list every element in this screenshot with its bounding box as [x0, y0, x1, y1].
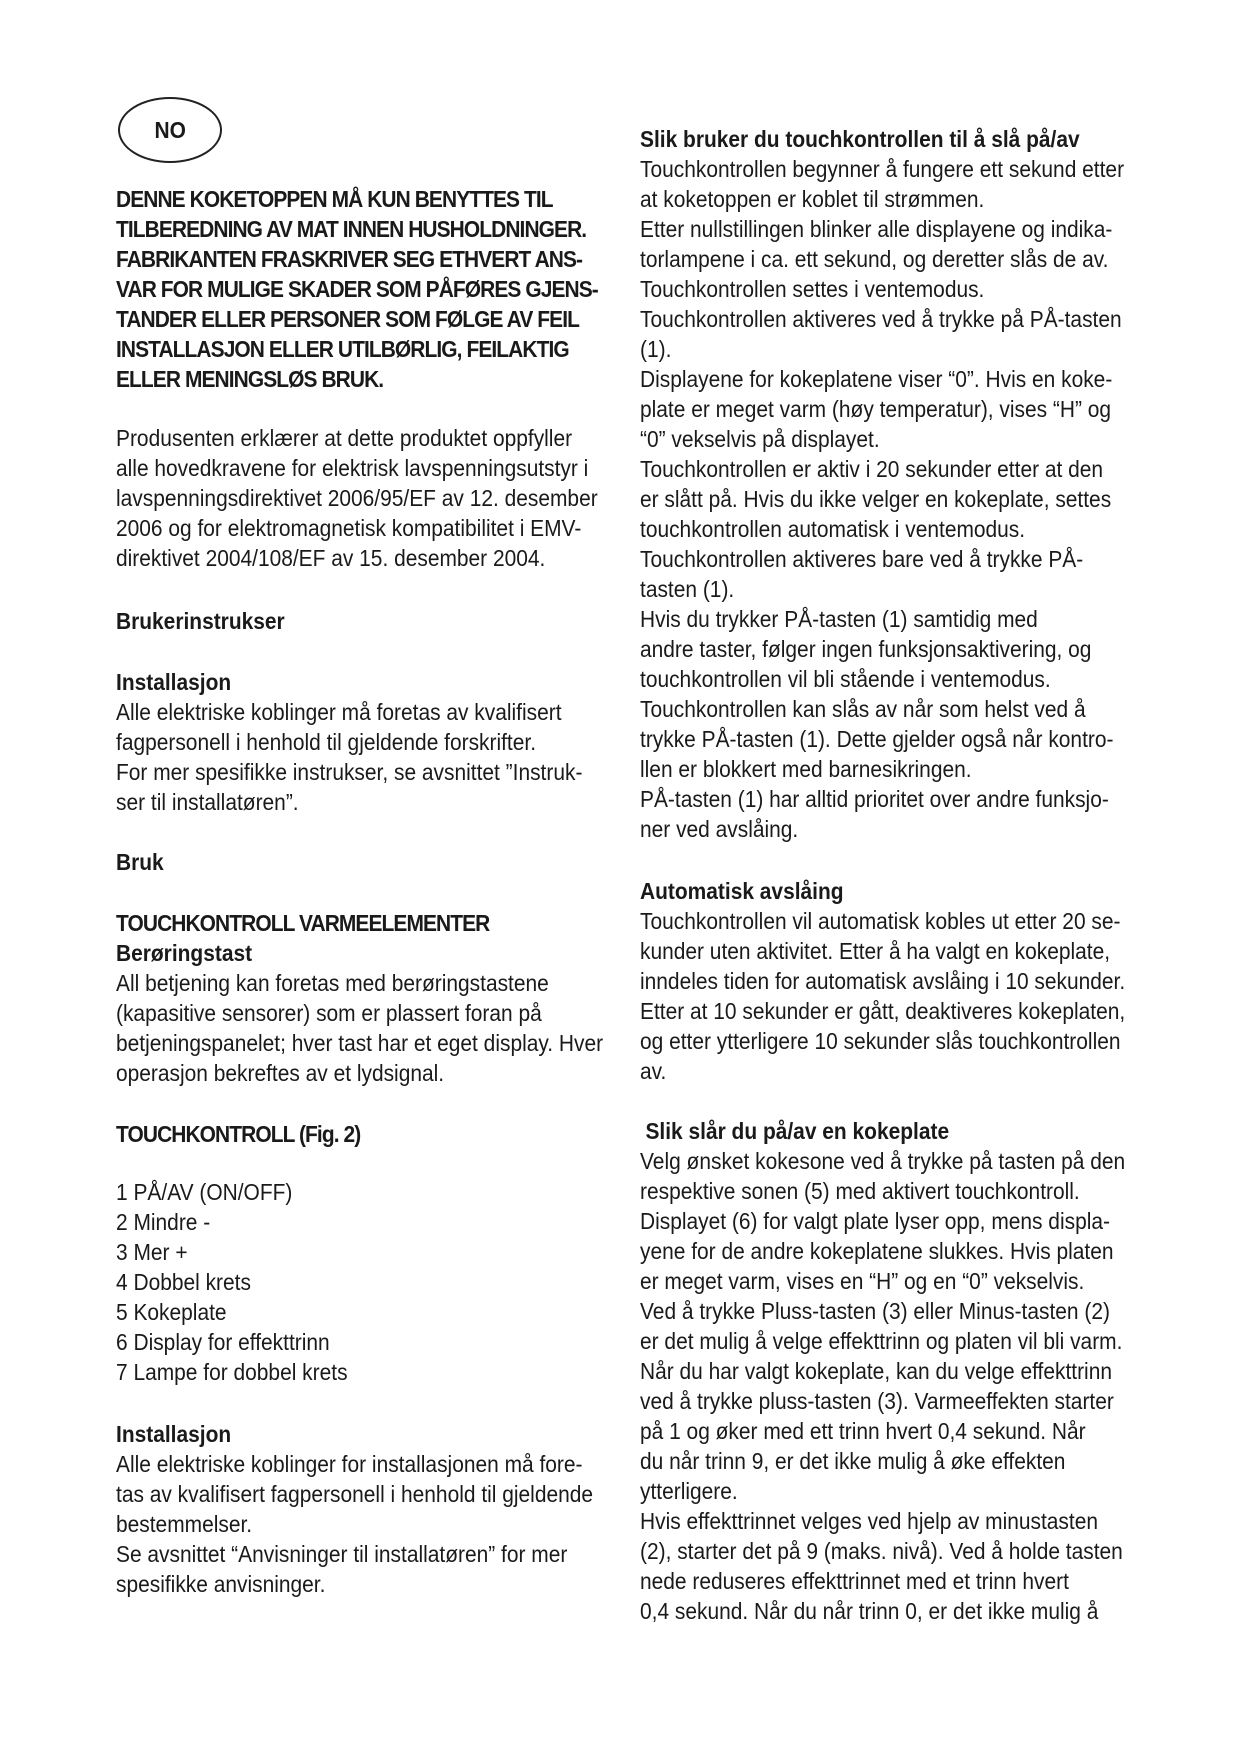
paragraph-line: respektive sonen (5) med aktivert touchkontroll. — [640, 1178, 1080, 1204]
section-heading: Slik bruker du touchkontrollen til å slå på/av — [640, 126, 1080, 152]
paragraph-line: Velg ønsket kokesone ved å trykke på tasten på den — [640, 1148, 1126, 1174]
paragraph-line: “0” vekselvis på displayet. — [640, 426, 880, 452]
section-heading: Slik slår du på/av en kokeplate — [645, 1118, 950, 1144]
right-column — [640, 0, 1131, 1754]
paragraph-line: ner ved avslåing. — [640, 816, 799, 842]
installation-section — [116, 667, 582, 817]
paragraph-line: Hvis du trykker PÅ-tasten (1) samtidig med — [640, 606, 1038, 632]
paragraph-line: Når du har valgt kokeplate, kan du velge effekttrinn — [640, 1358, 1112, 1384]
paragraph-line: touchkontrollen vil bli stående i ventemodus. — [640, 666, 1051, 692]
warning-line: DENNE KOKETOPPEN MÅ KUN BENYTTES TIL — [116, 186, 553, 212]
paragraph-line: llen er blokkert med barnesikringen. — [640, 756, 972, 782]
paragraph-line: inndeles tiden for automatisk avslåing i 10 sekunder. — [640, 968, 1126, 994]
touch-control-list — [116, 1177, 348, 1387]
hob-on-off-section — [640, 1116, 1125, 1626]
paragraph-line: Alle elektriske koblinger for installasjonen må fore- — [116, 1451, 583, 1477]
list-item: 4 Dobbel krets — [116, 1269, 251, 1295]
paragraph-line: og etter ytterligere 10 sekunder slås touchkontrollen — [640, 1028, 1121, 1054]
paragraph-line: Se avsnittet “Anvisninger til installatøren” for mer — [116, 1541, 568, 1567]
section-heading: Bruk — [116, 849, 164, 875]
paragraph-line: kunder uten aktivitet. Etter å ha valgt en kokeplate, — [640, 938, 1111, 964]
paragraph-line: Displayene for kokeplatene viser “0”. Hvis en koke- — [640, 366, 1113, 392]
paragraph-line: All betjening kan foretas med berøringstastene — [116, 970, 549, 996]
paragraph-line: direktivet 2004/108/EF av 15. desember 2004. — [116, 545, 546, 571]
paragraph-line: ved å trykke pluss-tasten (3). Varmeeffekten starter — [640, 1388, 1114, 1414]
paragraph-line: nede reduseres effekttrinnet med et trinn hvert — [640, 1568, 1069, 1594]
auto-off-section — [640, 876, 1125, 1086]
touch-elements-section — [116, 908, 603, 1088]
paragraph-line: tas av kvalifisert fagpersonell i henhold til gjeldende — [116, 1481, 594, 1507]
list-item: 1 PÅ/AV (ON/OFF) — [116, 1179, 293, 1205]
warning-line: TILBEREDNING AV MAT INNEN HUSHOLDNINGER. — [116, 216, 587, 242]
paragraph-line: (2), starter det på 9 (maks. nivå). Ved å holde tasten — [640, 1538, 1123, 1564]
left-column — [116, 0, 607, 1754]
paragraph-line: andre taster, følger ingen funksjonsaktivering, og — [640, 636, 1092, 662]
paragraph-line: av. — [640, 1058, 667, 1084]
warning-block — [116, 184, 598, 394]
paragraph-line: yene for de andre kokeplatene slukkes. Hvis platen — [640, 1238, 1114, 1264]
list-item: 2 Mindre - — [116, 1209, 211, 1235]
user-instructions-section — [116, 606, 285, 636]
paragraph-line: Touchkontrollen aktiveres bare ved å trykke PÅ- — [640, 546, 1084, 572]
paragraph-line: fagpersonell i henhold til gjeldende forskrifter. — [116, 729, 537, 755]
paragraph-line: 2006 og for elektromagnetisk kompatibilitet i EMV- — [116, 515, 582, 541]
paragraph-line: Ved å trykke Pluss-tasten (3) eller Minus-tasten (2) — [640, 1298, 1110, 1324]
paragraph-line: lavspenningsdirektivet 2006/95/EF av 12. desember — [116, 485, 598, 511]
paragraph-line: Hvis effekttrinnet velges ved hjelp av minustasten — [640, 1508, 1099, 1534]
paragraph-line: er slått på. Hvis du ikke velger en kokeplate, settes — [640, 486, 1112, 512]
paragraph-line: Etter nullstillingen blinker alle displayene og indika- — [640, 216, 1113, 242]
paragraph-line: Alle elektriske koblinger må foretas av kvalifisert — [116, 699, 562, 725]
section-heading: Automatisk avslåing — [640, 878, 844, 904]
paragraph-line: plate er meget varm (høy temperatur), vises “H” og — [640, 396, 1112, 422]
warning-line: ELLER MENINGSLØS BRUK. — [116, 366, 384, 392]
paragraph-line: Touchkontrollen kan slås av når som helst ved å — [640, 696, 1086, 722]
paragraph-line: Produsenten erklærer at dette produktet oppfyller — [116, 425, 573, 451]
paragraph-line: (1). — [640, 336, 672, 362]
list-item: 5 Kokeplate — [116, 1299, 227, 1325]
paragraph-line: touchkontrollen automatisk i ventemodus. — [640, 516, 1026, 542]
paragraph-line: er det mulig å velge effekttrinn og platen vil bli varm. — [640, 1328, 1123, 1354]
warning-line: INSTALLASJON ELLER UTILBØRLIG, FEILAKTIG — [116, 336, 569, 362]
paragraph-line: er meget varm, vises en “H” og en “0” vekselvis. — [640, 1268, 1085, 1294]
section-subheading: Berøringstast — [116, 940, 253, 966]
use-section — [116, 847, 164, 877]
intro-paragraph — [116, 423, 598, 573]
paragraph-line: Touchkontrollen vil automatisk kobles ut etter 20 se- — [640, 908, 1121, 934]
section-heading: TOUCHKONTROLL VARMEELEMENTER — [116, 910, 490, 936]
paragraph-line: betjeningspanelet; hver tast har et eget display. Hver — [116, 1030, 604, 1056]
warning-line: TANDER ELLER PERSONER SOM FØLGE AV FEIL — [116, 306, 579, 332]
paragraph-line: at koketoppen er koblet til strømmen. — [640, 186, 985, 212]
section-heading: Installasjon — [116, 1421, 232, 1447]
on-off-section — [640, 124, 1124, 844]
paragraph-line: trykke PÅ-tasten (1). Dette gjelder også når kontro- — [640, 726, 1114, 752]
list-item: 6 Display for effekttrinn — [116, 1329, 330, 1355]
paragraph-line: operasjon bekreftes av et lydsignal. — [116, 1060, 445, 1086]
section-heading: Brukerinstrukser — [116, 608, 285, 634]
paragraph-line: ser til installatøren”. — [116, 789, 299, 815]
section-heading: TOUCHKONTROLL (Fig. 2) — [116, 1121, 361, 1147]
paragraph-line: Touchkontrollen begynner å fungere ett sekund etter — [640, 156, 1125, 182]
paragraph-line: Touchkontrollen aktiveres ved å trykke på PÅ-tasten — [640, 306, 1122, 332]
paragraph-line: spesifikke anvisninger. — [116, 1571, 326, 1597]
paragraph-line: bestemmelser. — [116, 1511, 253, 1537]
installation-section-2 — [116, 1419, 593, 1599]
list-item: 7 Lampe for dobbel krets — [116, 1359, 348, 1385]
paragraph-line: For mer spesifikke instrukser, se avsnittet ”Instruk- — [116, 759, 583, 785]
paragraph-line: ytterligere. — [640, 1478, 738, 1504]
paragraph-line: Touchkontrollen settes i ventemodus. — [640, 276, 985, 302]
paragraph-line: alle hovedkravene for elektrisk lavspenningsutstyr i — [116, 455, 589, 481]
paragraph-line: PÅ-tasten (1) har alltid prioritet over andre funksjo- — [640, 786, 1109, 812]
list-item: 3 Mer + — [116, 1239, 188, 1265]
warning-line: FABRIKANTEN FRASKRIVER SEG ETHVERT ANS- — [116, 246, 583, 272]
paragraph-line: 0,4 sekund. Når du når trinn 0, er det ikke mulig å — [640, 1598, 1099, 1624]
touch-control-section — [116, 1119, 360, 1149]
paragraph-line: Etter at 10 sekunder er gått, deaktiveres kokeplaten, — [640, 998, 1126, 1024]
section-heading: Installasjon — [116, 669, 232, 695]
paragraph-line: du når trinn 9, er det ikke mulig å øke effekten — [640, 1448, 1066, 1474]
paragraph-line: (kapasitive sensorer) som er plassert foran på — [116, 1000, 542, 1026]
paragraph-line: på 1 og øker med ett trinn hvert 0,4 sekund. Når — [640, 1418, 1086, 1444]
paragraph-line: Touchkontrollen er aktiv i 20 sekunder etter at den — [640, 456, 1104, 482]
paragraph-line: torlampene i ca. ett sekund, og deretter slås de av. — [640, 246, 1109, 272]
warning-line: VAR FOR MULIGE SKADER SOM PÅFØRES GJENS- — [116, 276, 598, 302]
language-code: NO — [154, 116, 186, 143]
paragraph-line: Displayet (6) for valgt plate lyser opp, mens displa- — [640, 1208, 1110, 1234]
paragraph-line: tasten (1). — [640, 576, 735, 602]
